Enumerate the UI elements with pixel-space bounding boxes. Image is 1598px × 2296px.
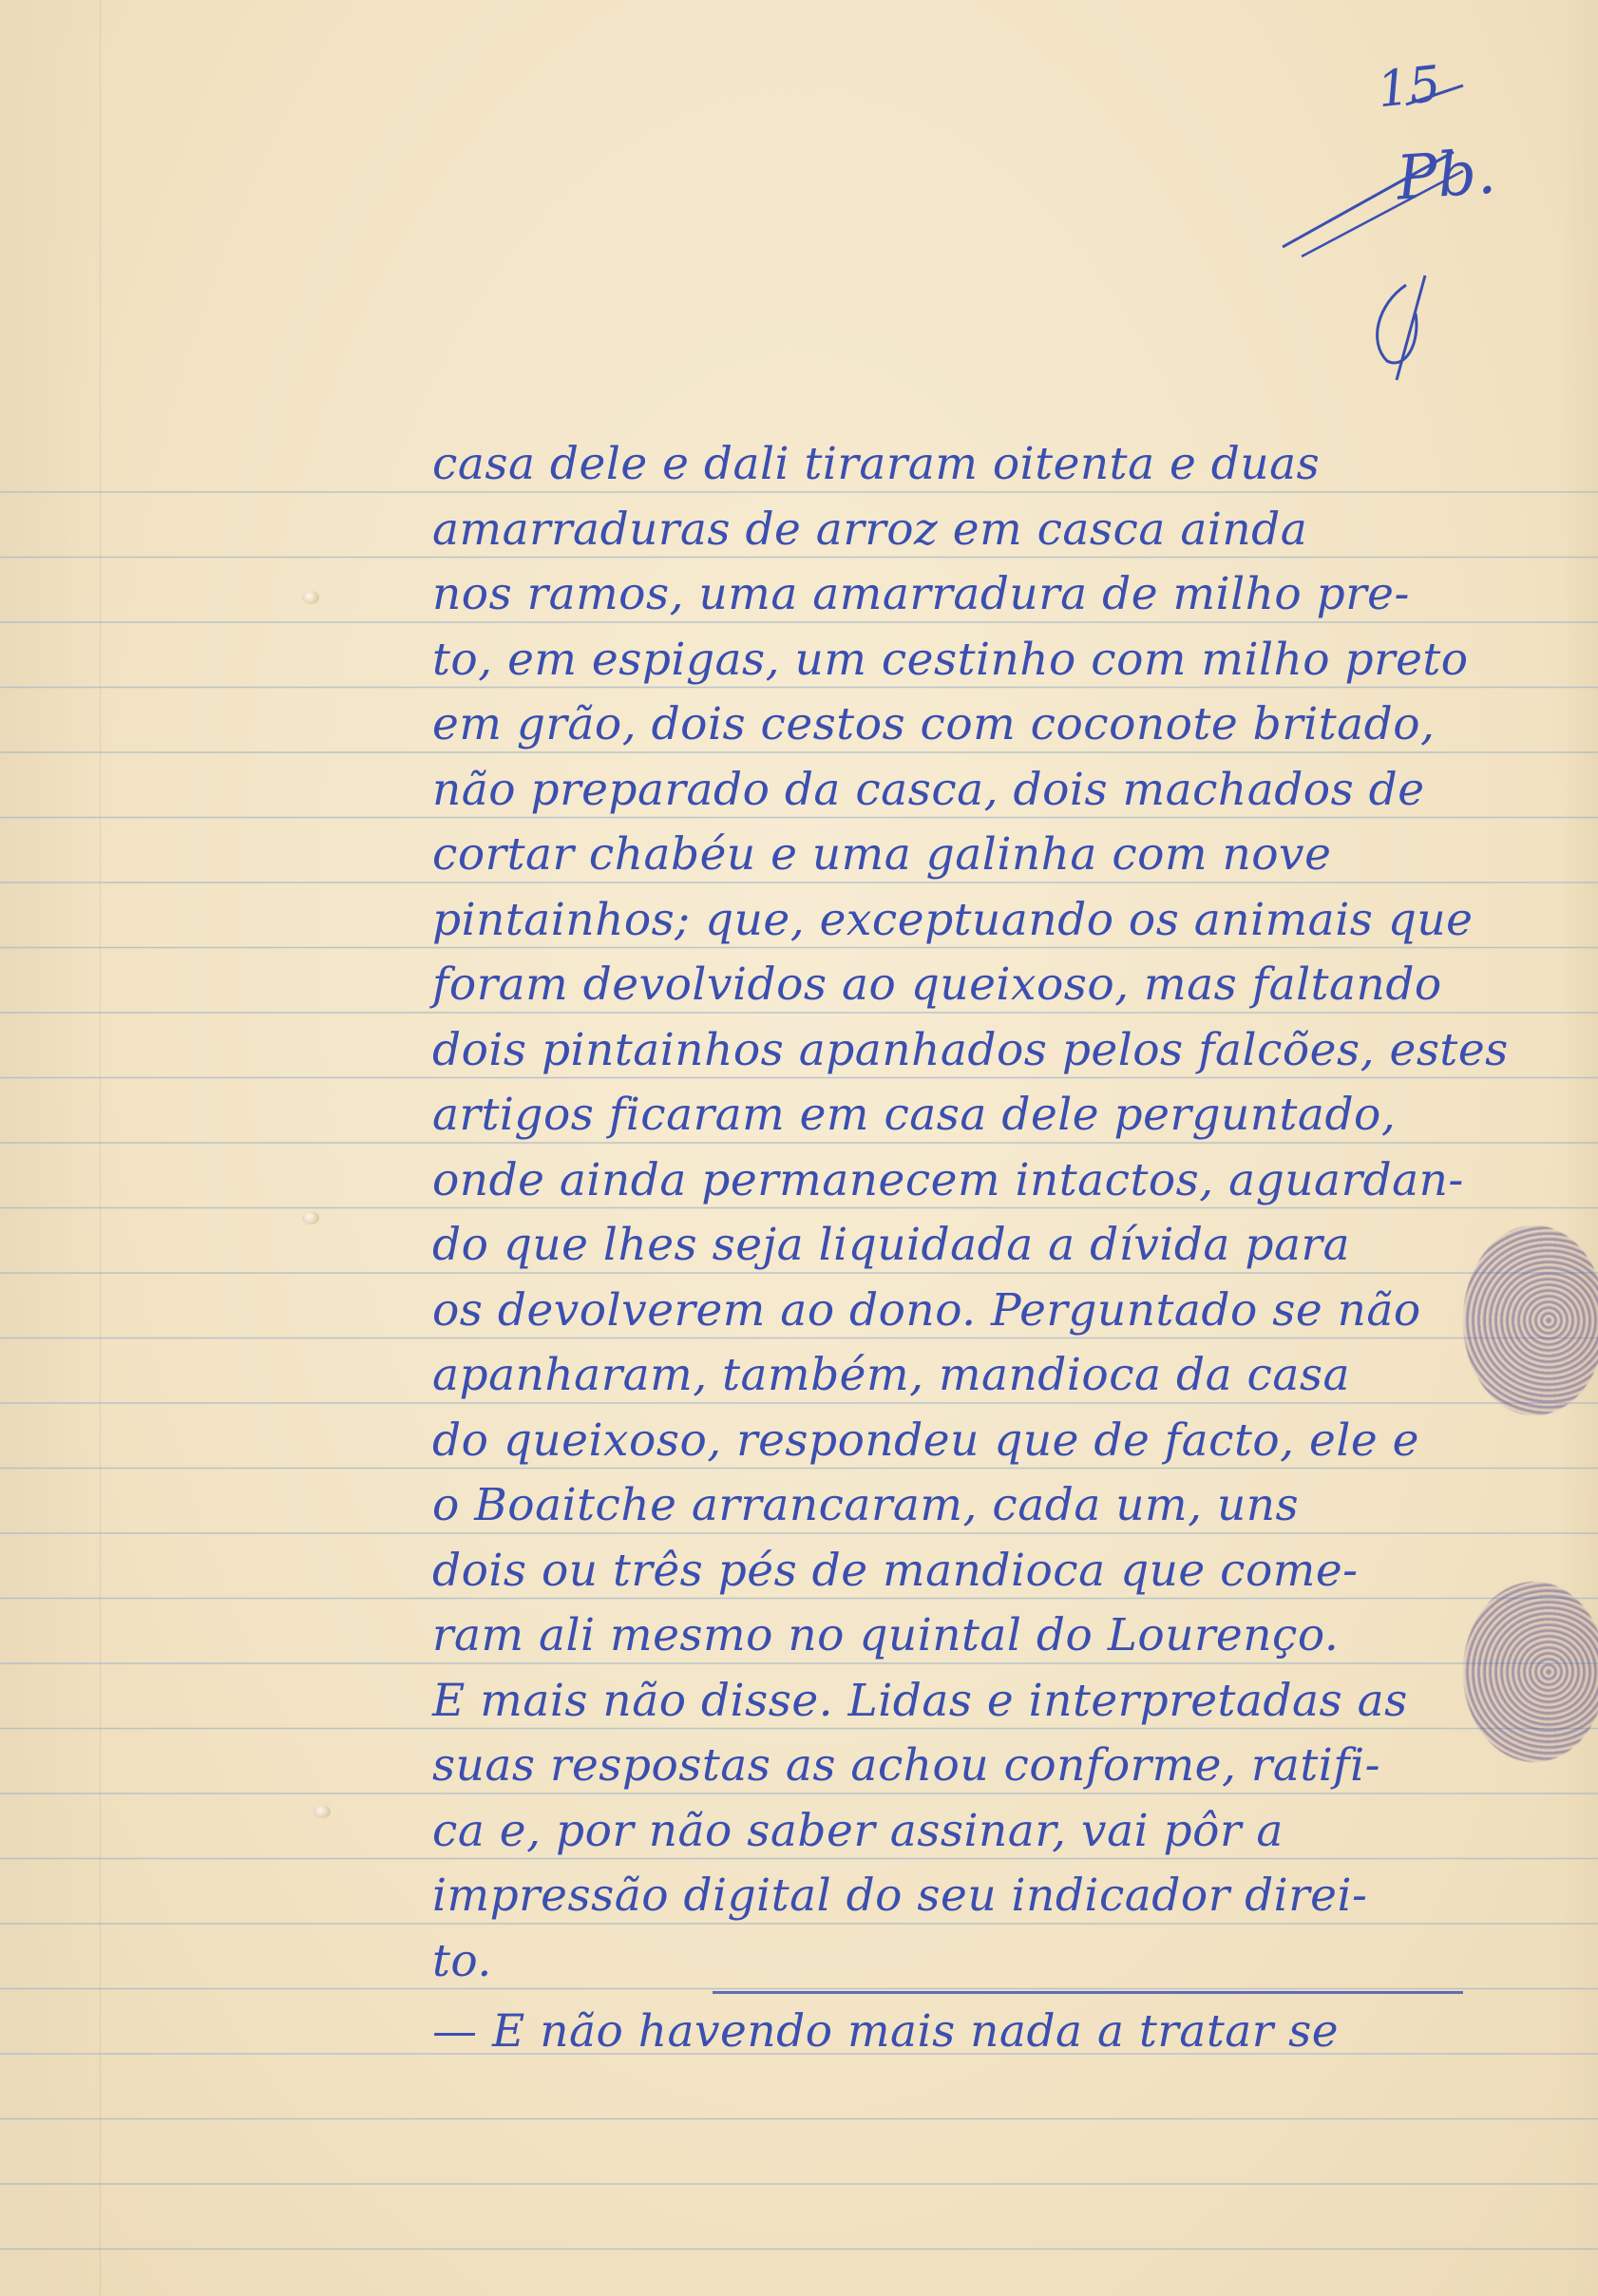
text-line: pintainhos; que, exceptuando os animais que bbox=[432, 893, 1474, 946]
text-line: to, em espigas, um cestinho com milho preto bbox=[432, 633, 1469, 686]
text-line: artigos ficaram em casa dele perguntado, bbox=[432, 1089, 1397, 1141]
text-line: os devolverem ao dono. Perguntado se não bbox=[432, 1283, 1421, 1337]
text-line: cortar chabéu e uma galinha com nove bbox=[432, 828, 1332, 881]
text-line: o Boaitche arrancaram, cada um, uns bbox=[432, 1479, 1300, 1531]
text-line: impressão digital do seu indicador direi- bbox=[432, 1869, 1368, 1922]
text-line: dois ou três pés de mandioca que come- bbox=[432, 1544, 1359, 1597]
text-line: em grão, dois cestos com coconote britado, bbox=[432, 698, 1436, 750]
staple-hole bbox=[302, 591, 319, 604]
staple-hole bbox=[314, 1805, 331, 1818]
text-line: foram devolvidos ao queixoso, mas faltando bbox=[432, 958, 1442, 1011]
line-filler-stroke bbox=[713, 1991, 1463, 1994]
text-line: do queixoso, respondeu que de facto, ele e bbox=[432, 1414, 1419, 1467]
text-line: ram ali mesmo no quintal do Lourenço. bbox=[432, 1609, 1340, 1661]
text-line: casa dele e dali tiraram oitenta e duas bbox=[432, 438, 1321, 490]
text-line: ca e, por não saber assinar, vai pôr a bbox=[432, 1804, 1284, 1857]
thumbprint bbox=[1463, 1582, 1598, 1762]
text-line: onde ainda permanecem intactos, aguardan- bbox=[432, 1153, 1464, 1206]
text-line: não preparado da casca, dois machados de bbox=[432, 763, 1425, 816]
thumbprint bbox=[1463, 1225, 1598, 1415]
text-line: suas respostas as achou conforme, ratifi- bbox=[432, 1739, 1381, 1792]
text-line: do que lhes seja liquidada a dívida para bbox=[432, 1219, 1350, 1271]
folio-number: 15 bbox=[1375, 55, 1444, 120]
text-line: to. bbox=[432, 1934, 492, 1987]
text-line: E mais não disse. Lidas e interpretadas as bbox=[432, 1674, 1408, 1727]
text-line: apanharam, também, mandioca da casa bbox=[432, 1349, 1351, 1401]
margin-line bbox=[100, 0, 101, 2296]
handwritten-body bbox=[432, 432, 1509, 2065]
rubric-initials: Pb. bbox=[1394, 137, 1498, 215]
text-line: — E não havendo mais nada a tratar se bbox=[432, 2005, 1340, 2058]
text-line: amarraduras de arroz em casca ainda bbox=[432, 503, 1308, 556]
staple-hole bbox=[302, 1211, 319, 1224]
text-line: dois pintainhos apanhados pelos falcões, estes bbox=[432, 1023, 1509, 1076]
text-line: nos ramos, uma amarradura de milho pre- bbox=[432, 568, 1410, 620]
